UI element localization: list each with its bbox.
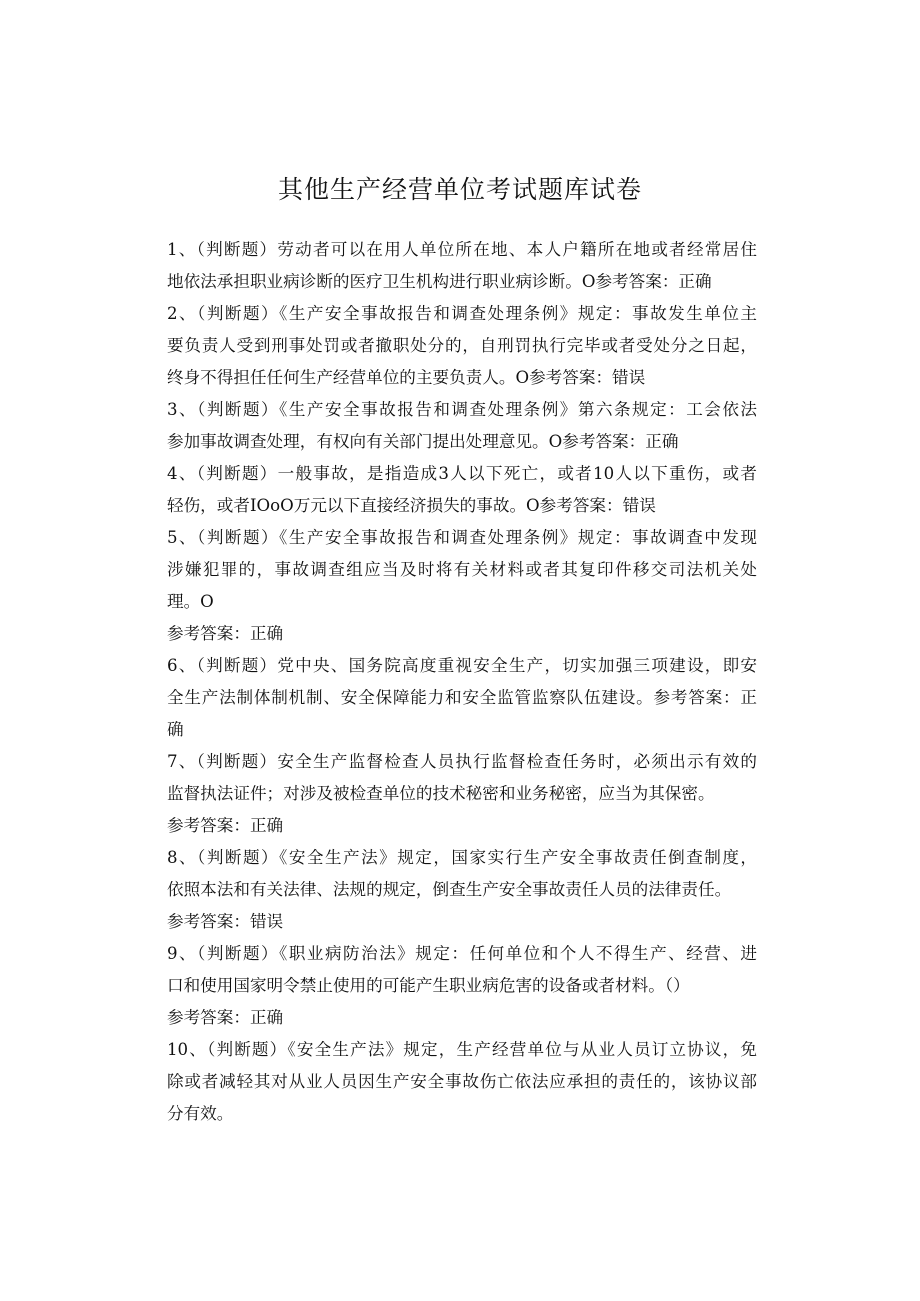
text-line: 监督执法证件；对涉及被检查单位的技术秘密和业务秘密，应当为其保密。 (167, 784, 715, 803)
text-line: 全生产法制体制机制、安全保障能力和安全监管监察队伍建设。参考答案：正 (167, 688, 757, 707)
text-line: 9、（判断题）《职业病防治法》规定：任何单位和个人不得生产、经营、进 (167, 944, 757, 963)
text-line: 理。O (167, 592, 214, 611)
text-line: 地依法承担职业病诊断的医疗卫生机构进行职业病诊断。O参考答案：正确 (167, 272, 712, 291)
answer-line: 参考答案：正确 (167, 816, 284, 835)
page-title: 其他生产经营单位考试题库试卷 (277, 175, 642, 204)
text-line: 6、（判断题）党中央、国务院高度重视安全生产，切实加强三项建设，即安 (167, 656, 757, 675)
text-line: 除或者减轻其对从业人员因生产安全事故伤亡依法应承担的责任的，该协议部 (167, 1072, 757, 1091)
text-line: 1、（判断题）劳动者可以在用人单位所在地、本人户籍所在地或者经常居住 (167, 240, 757, 259)
text-line: 分有效。 (167, 1104, 234, 1123)
answer-line: 参考答案：正确 (167, 624, 284, 643)
text-line: 5、（判断题）《生产安全事故报告和调查处理条例》规定：事故调查中发现 (167, 528, 757, 547)
text-line: 8、（判断题）《安全生产法》规定，国家实行生产安全事故责任倒查制度， (167, 848, 757, 867)
text-line: 3、（判断题）《生产安全事故报告和调查处理条例》第六条规定：工会依法 (167, 400, 757, 419)
text-line: 参加事故调查处理，有权向有关部门提出处理意见。O参考答案：正确 (167, 432, 679, 451)
text-line: 2、（判断题）《生产安全事故报告和调查处理条例》规定：事故发生单位主 (167, 304, 757, 323)
text-line: 口和使用国家明令禁止使用的可能产生职业病危害的设备或者材料。（） (167, 976, 690, 995)
text-line: 确 (167, 720, 184, 739)
answer-line: 参考答案：错误 (167, 912, 284, 931)
text-line: 7、（判断题）安全生产监督检查人员执行监督检查任务时，必须出示有效的 (167, 752, 757, 771)
text-line: 要负责人受到刑事处罚或者撤职处分的，自刑罚执行完毕或者受处分之日起， (167, 336, 757, 355)
question-list (167, 234, 757, 1130)
text-line: 4、（判断题）一般事故，是指造成3人以下死亡，或者10人以下重伤，或者 (167, 464, 757, 483)
text-line: 涉嫌犯罪的，事故调查组应当及时将有关材料或者其复印件移交司法机关处 (167, 560, 757, 579)
text-line: 轻伤，或者IOoO万元以下直接经济损失的事故。O参考答案：错误 (167, 496, 656, 515)
answer-line: 参考答案：正确 (167, 1008, 284, 1027)
text-line: 依照本法和有关法律、法规的规定，倒查生产安全事故责任人员的法律责任。 (167, 880, 732, 899)
text-line: 10、（判断题）《安全生产法》规定，生产经营单位与从业人员订立协议，免 (167, 1040, 757, 1059)
text-line: 终身不得担任任何生产经营单位的主要负责人。O参考答案：错误 (167, 368, 646, 387)
